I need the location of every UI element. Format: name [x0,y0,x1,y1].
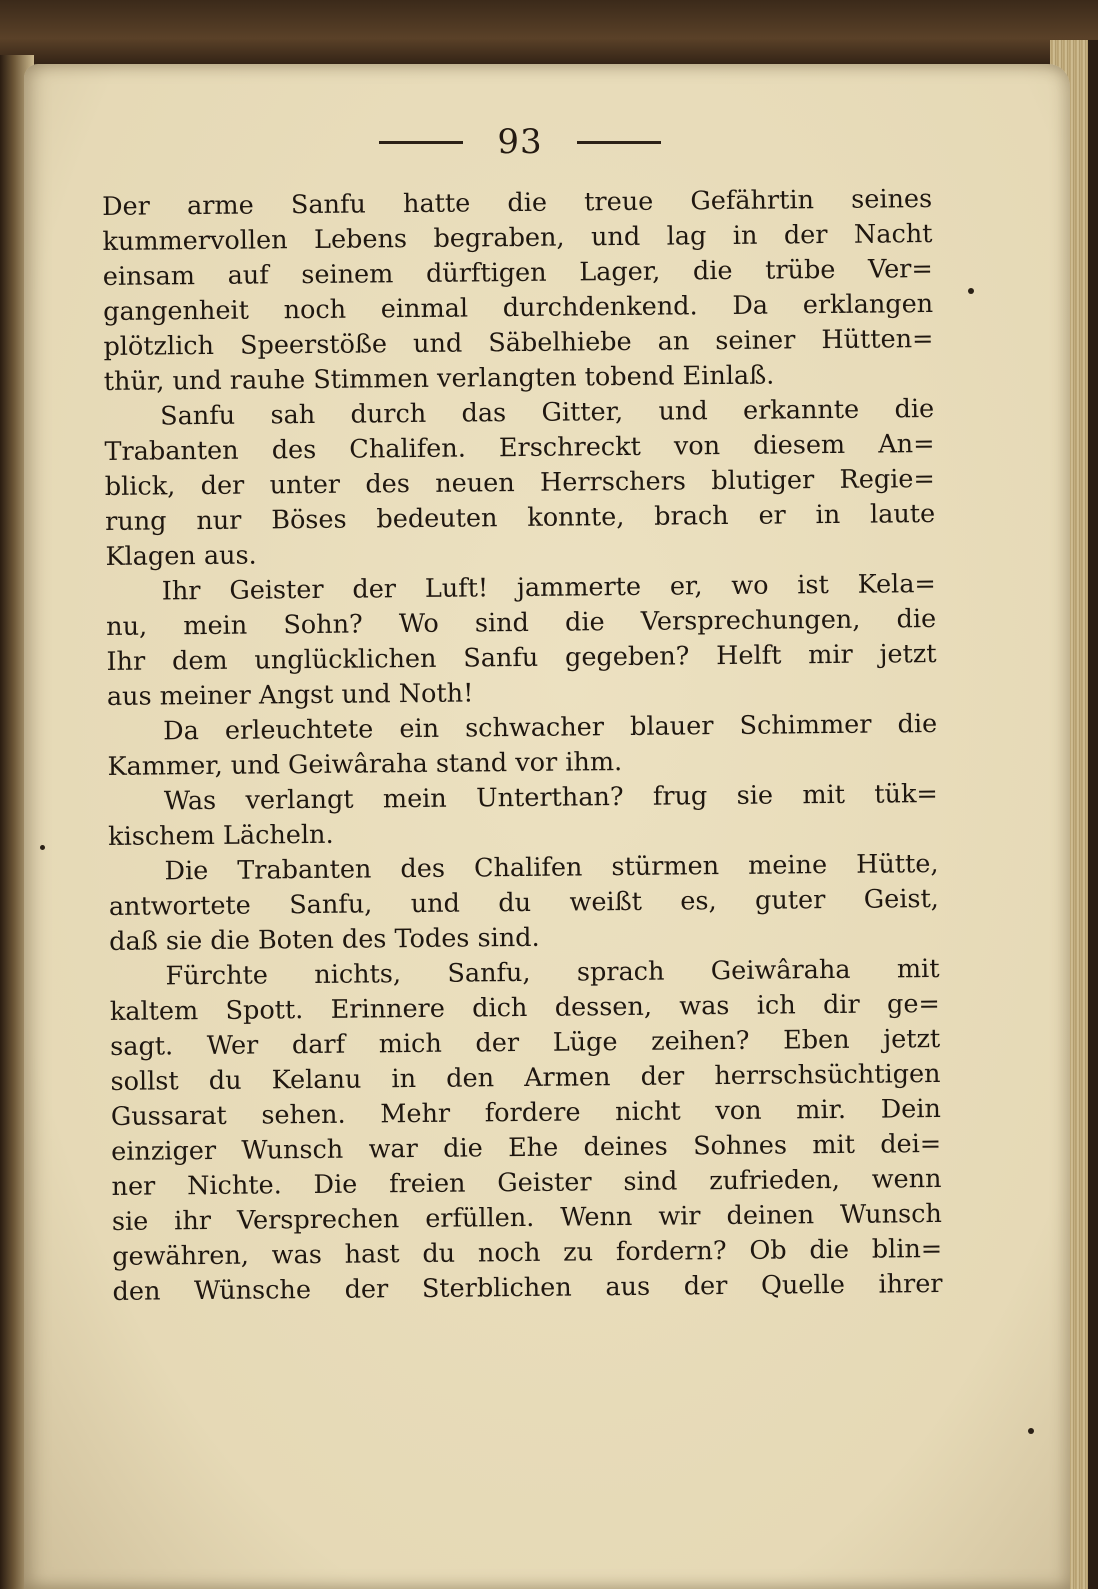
text-line: gangenheit noch einmal durchdenkend. Da erklangen [103,289,934,327]
text-line: nu, mein Sohn? Wo sind die Versprechungen, die [106,604,937,642]
text-line: rung nur Böses bedeuten konnte, brach er in laute [105,499,936,537]
text-line: thür, und rauhe Stimmen verlangten tobend Einlaß. [103,360,775,397]
text-line: Ihr Geister der Luft! jammerte er, wo ist Kela= [161,569,936,607]
text-line: plötzlich Speerstöße und Säbelhiebe an seiner Hütten= [103,324,934,362]
text-line: gewähren, was hast du noch zu fordern? Ob die blin= [112,1233,943,1272]
book-cover-top [0,0,1098,70]
text-line: Was verlangt mein Unterthan? frug sie mit tük= [163,779,938,817]
page-number: 93 [497,122,543,162]
text-line: Der arme Sanfu hatte die treue Gefährtin seines [102,184,933,222]
text-line: Ihr dem unglücklichen Sanfu gegeben? Helft mir jetzt [106,639,937,677]
text-line: Da erleuchtete ein schwacher blauer Schimmer die [163,709,938,747]
text-line: Fürchte nichts, Sanfu, sprach Geiwâraha mit [165,953,940,992]
text-line: Sanfu sah durch das Gitter, und erkannte die [160,394,935,432]
text-line: daß sie die Boten des Todes sind. [109,922,540,957]
text-line: kummervollen Lebens begraben, und lag in der Nacht [102,219,933,257]
text-line: einziger Wunsch war die Ehe deines Sohnes mit dei= [111,1128,942,1167]
text-line: Kammer, und Geiwâraha stand vor ihm. [107,747,623,782]
header-rule-left [379,141,463,144]
text-line: sagt. Wer darf mich der Lüge zeihen? Eben jetzt [110,1023,941,1062]
text-line: einsam auf seinem dürftigen Lager, die trübe Ver= [102,254,933,292]
text-line: Trabanten des Chalifen. Erschreckt von diesem An= [104,429,935,467]
ink-speck [40,845,45,850]
text-line: aus meiner Angst und Noth! [106,678,474,712]
page-body-text [102,182,943,1310]
ink-speck [968,288,974,294]
text-line: kischem Lächeln. [108,819,334,852]
text-line: sie ihr Versprechen erfüllen. Wenn wir deinen Wunsch [111,1198,943,1237]
text-line: Gussarat sehen. Mehr fordere nicht von mir. Dein [110,1093,942,1132]
text-line: sollst du Kelanu in den Armen der herrschsüchtigen [110,1058,941,1097]
page-header [0,122,1040,162]
text-line: ner Nichte. Die freien Geister sind zufrieden, wenn [111,1163,942,1202]
text-line: antwortete Sanfu, und du weißt es, guter Geist, [108,884,939,922]
text-line: Die Trabanten des Chalifen stürmen meine Hütte, [164,849,939,887]
text-line: blick, der unter des neuen Herrschers blutiger Regie= [104,464,935,502]
ink-speck [1028,1428,1034,1434]
header-rule-right [577,141,661,144]
text-line: Klagen aus. [105,540,257,572]
text-line: kaltem Spott. Erinnere dich dessen, was ich dir ge= [109,988,940,1027]
text-line: den Wünsche der Sterblichen aus der Quelle ihrer [112,1268,943,1307]
